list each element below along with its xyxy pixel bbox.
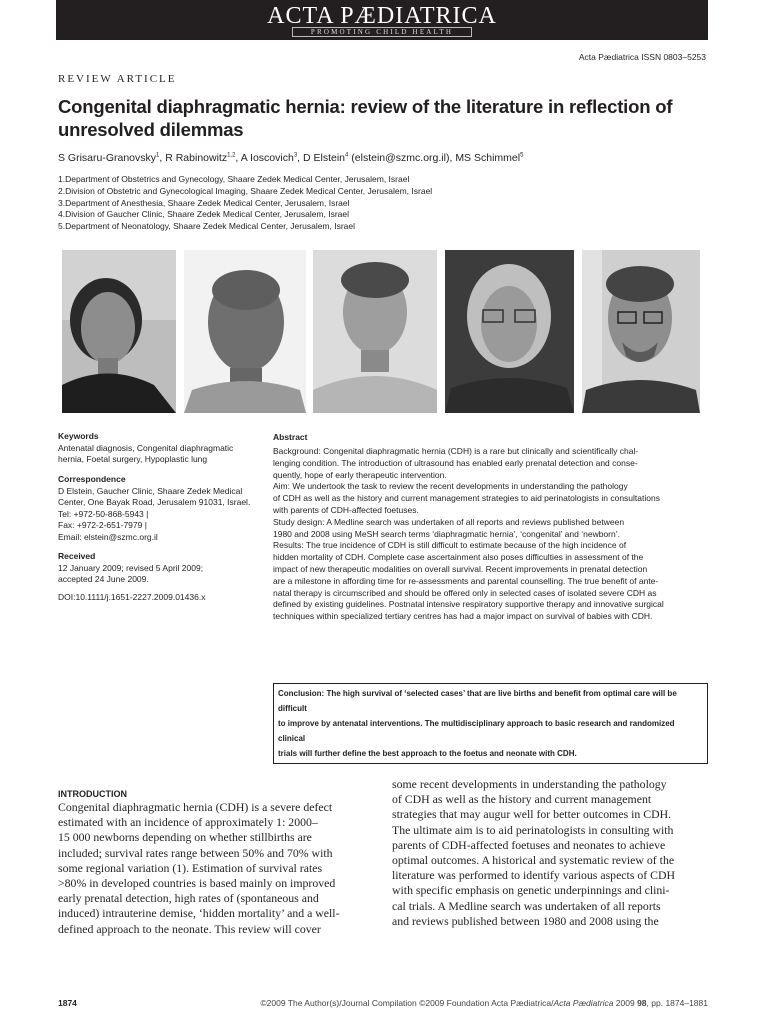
abstract-line: lenging condition. The introduction of ultrasound has enabled early prenatal detection and conse- xyxy=(273,457,638,468)
affiliation-item: 3.Department of Anesthesia, Shaare Zedek Medical Center, Jerusalem, Israel xyxy=(58,197,350,208)
correspondence-block xyxy=(58,474,250,543)
abstract-line: Aim: We undertook the task to review the recent developments in understanding the pathology xyxy=(273,481,628,492)
author-photo-3 xyxy=(313,250,437,413)
body-line: and reviews published between 1980 and 2008 using the xyxy=(392,913,659,928)
body-line: some regional variation (1). Estimation of survival rates xyxy=(58,860,323,875)
author-photo-1 xyxy=(62,250,176,413)
abstract-line: Study design: A Medline search was undertaken of all reports and reviews published between xyxy=(273,516,625,527)
received-block xyxy=(58,551,205,603)
correspondence-email[interactable]: Email: elstein@szmc.org.il xyxy=(58,531,158,542)
body-line: >80% in developed countries is based mainly on improved xyxy=(58,876,336,891)
abstract-line: are a milestone in affording time for re-assessments and parental counselling. The true benefit of ante- xyxy=(273,575,659,586)
body-line: 15 000 newborns depending on whether stillbirths are xyxy=(58,830,312,845)
author-sup: 3 xyxy=(293,152,298,159)
author-list: S Grisaru-Granovsky$^1$, R Rabinowitz$^{1,2}$, A Ioscovich$^3$, D Elstein$^4$ (elstein@szmc.org.il), MS Schimmel$^5$ xyxy=(58,152,524,164)
abstract-line: of CDH as well as the history and current management strategies to aid perinatologists in consultations xyxy=(273,493,660,504)
correspondence-line: Fax: +972-2-651-7979 | xyxy=(58,520,147,530)
abstract-line: quently, hope of early therapeutic intervention. xyxy=(273,469,447,480)
author-name[interactable]: MS Schimmel xyxy=(455,152,521,164)
author-name[interactable]: R Rabinowitz xyxy=(165,152,228,164)
author-sup: 1 xyxy=(156,152,160,159)
affiliation-item: 5.Department of Neonatology, Shaare Zedek Medical Center, Jerusalem, Israel xyxy=(58,221,356,232)
author-sup: 4 xyxy=(345,152,349,159)
received-heading: Received xyxy=(58,551,96,561)
body-line: cal trials. A Medline search was undertaken of all reports xyxy=(392,898,661,913)
abstract-line: Background: Congenital diaphragmatic hernia (CDH) is a rare but clinically and scientifically chal- xyxy=(273,446,639,456)
footer-copyright: ©2009 The Author(s)/Journal Compilation ©2009 Foundation Acta Pædiatrica/ xyxy=(260,998,554,1008)
body-line: strategies that may augur well for better outcomes in CDH. xyxy=(392,807,672,822)
author-name[interactable]: A Ioscovich xyxy=(240,152,294,164)
journal-issn: Acta Pædiatrica ISSN 0803–5253 xyxy=(578,52,706,62)
journal-tagline: PROMOTING CHILD HEALTH xyxy=(292,27,472,37)
page-number: 1874 xyxy=(58,998,77,1008)
abstract-line: natal therapy is circumscribed and should be offered only in selected cases of isolated severe CDH as xyxy=(273,587,657,598)
correspondence-line: Tel: +972-50-868-5943 | xyxy=(58,508,149,519)
body-line: estimated with an incidence of approximately 1: 2000– xyxy=(58,815,318,830)
body-line: defined approach to the neonate. This review will cover xyxy=(58,921,321,936)
abstract-heading: Abstract xyxy=(273,432,308,442)
body-line: some recent developments in understanding the pathology xyxy=(392,777,667,791)
abstract-line: techniques within specialized tertiary centres has had a major impact on survival of babies with CDH. xyxy=(273,611,653,622)
article-type: REVIEW ARTICLE xyxy=(58,73,177,85)
abstract-body xyxy=(273,446,713,623)
author-photo-4 xyxy=(445,250,574,413)
footer-volume: 98 xyxy=(637,998,647,1008)
footer-citation xyxy=(260,998,708,1008)
abstract-line: defined by existing guidelines. Postnatal intensive respiratory supportive therapy and innovative surgical xyxy=(273,599,664,610)
correspondence-heading: Correspondence xyxy=(58,474,126,484)
author-photo-2 xyxy=(184,250,306,413)
affiliation-list xyxy=(58,174,432,233)
journal-banner xyxy=(56,0,708,40)
introduction-right-column xyxy=(392,777,704,929)
body-line: induced) intrauterine demise, ‘hidden mortality’ and a well- xyxy=(58,906,340,921)
conclusion-box xyxy=(273,683,708,764)
keywords-block xyxy=(58,431,233,466)
author-name[interactable]: S Grisaru-Granovsky xyxy=(58,152,157,164)
keywords-line: hernia, Foetal surgery, Hypoplastic lung xyxy=(58,454,208,464)
correspondence-line: Center, One Bayak Road, Jerusalem 91031, Israel. xyxy=(58,497,251,507)
received-line: accepted 24 June 2009. xyxy=(58,574,149,584)
body-line: of CDH as well as the history and current management xyxy=(392,792,652,807)
footer-pages: , pp. 1874–1881 xyxy=(646,998,708,1008)
journal-name: ACTA PÆDIATRICA xyxy=(267,3,497,29)
abstract-line: Results: The true incidence of CDH is still difficult to estimate because of the high incidence of xyxy=(273,540,627,551)
abstract-line: 1980 and 2008 using MeSH search terms ‘diaphragmatic hernia’, ‘congenital’ and ‘newborn’. xyxy=(273,528,620,539)
body-line: with specific emphasis on genetic underpinnings and clini- xyxy=(392,883,670,898)
doi-link[interactable]: DOI:10.1111/j.1651-2227.2009.01436.x xyxy=(58,591,206,602)
abstract-line: with parents of CDH-affected foetuses. xyxy=(273,504,419,515)
body-line: literature was performed to identify various aspects of CDH xyxy=(392,868,676,883)
keywords-heading: Keywords xyxy=(58,431,99,441)
affiliation-item: 2.Division of Obstetric and Gynecological Imaging, Shaare Zedek Medical Center, Jerusalem, Israel xyxy=(58,185,433,196)
body-line: Congenital diaphragmatic hernia (CDH) is a severe defect xyxy=(58,800,333,814)
body-line: The ultimate aim is to aid perinatologists in consulting with xyxy=(392,822,674,837)
introduction-heading: INTRODUCTION xyxy=(58,789,127,799)
author-sup: 1,2 xyxy=(227,152,236,159)
author-photo-5 xyxy=(582,250,700,413)
affiliation-item: 4.Division of Gaucher Clinic, Shaare Zedek Medical Center, Jerusalem, Israel xyxy=(58,209,350,220)
article-title: Congenital diaphragmatic hernia: review of the literature in reflection of unresolved dilemmas xyxy=(58,96,673,140)
footer-journal: Acta Pædiatrica xyxy=(553,998,614,1008)
conclusion-line: Conclusion: The high survival of ‘selected cases’ that are live births and benefit from optimal care will be difficult xyxy=(278,689,677,713)
conclusion-line: to improve by antenatal interventions. The multidisciplinary approach to basic research and randomized clinical xyxy=(278,719,675,743)
body-line: optimal outcomes. A historical and systematic review of the xyxy=(392,853,675,868)
introduction-left-column xyxy=(58,788,370,937)
author-email[interactable]: (elstein@szmc.org.il) xyxy=(351,152,450,164)
keywords-line: Antenatal diagnosis, Congenital diaphragmatic xyxy=(58,442,234,453)
author-sup: 5 xyxy=(520,152,524,159)
abstract-line: hidden mortality of CDH. Complete case ascertainment also poses difficulties in assessment of the xyxy=(273,552,644,563)
affiliation-item: 1.Department of Obstetrics and Gynecology, Shaare Zedek Medical Center, Jerusalem, Israel xyxy=(58,174,410,184)
author-name[interactable]: D Elstein xyxy=(303,152,346,164)
body-line: parents of CDH-affected foetuses and neonates to achieve xyxy=(392,837,666,852)
abstract-line: impact of new therapeutic modalities on overall survival. Recent improvements in prenatal detection xyxy=(273,563,648,574)
received-line: 12 January 2009; revised 5 April 2009; xyxy=(58,562,204,573)
correspondence-line: D Elstein, Gaucher Clinic, Shaare Zedek Medical xyxy=(58,485,243,496)
body-line: included; survival rates range between 50% and 70% with xyxy=(58,845,333,860)
conclusion-line: trials will further define the best approach to the foetus and neonate with CDH. xyxy=(278,749,577,758)
footer-year: 2009 xyxy=(613,998,638,1008)
body-line: early prenatal detection, high rates of (spontaneous and xyxy=(58,891,319,906)
